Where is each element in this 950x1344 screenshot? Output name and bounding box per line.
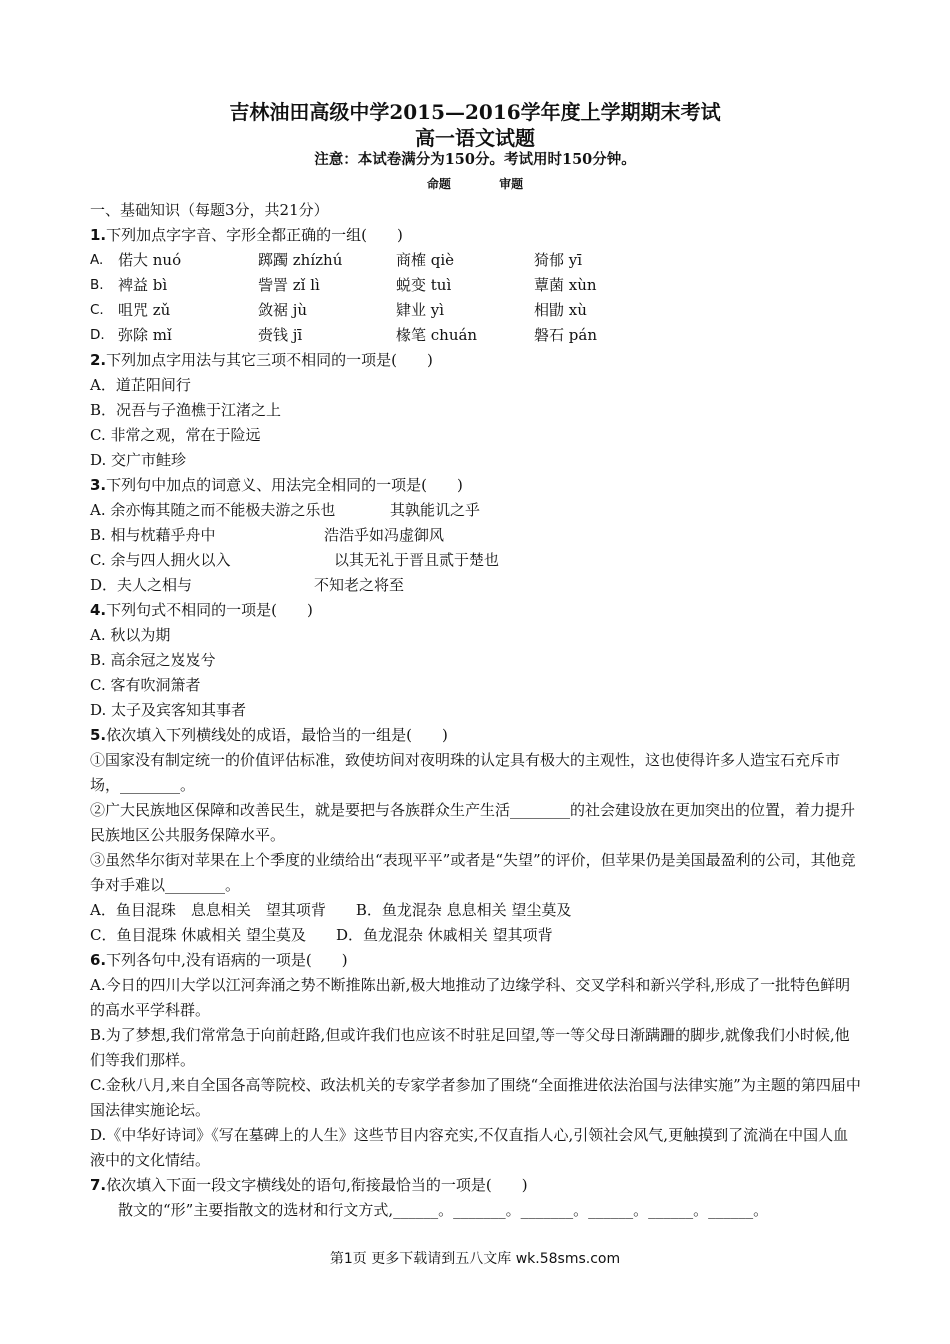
exam-title: 吉林油田高级中学2015—2016学年度上学期期末考试 <box>229 100 721 124</box>
exam-notice: 注意：本试卷满分为150分。考试用时150分钟。 <box>314 151 636 168</box>
question-5-options-ab: A．鱼目混珠 息息相关 望其项背 B．鱼龙混杂 息息相关 望尘莫及 <box>90 901 572 919</box>
exam-subtitle: 高一语文试题 <box>415 126 535 150</box>
question-4-option-a: A. 秋以为期 <box>90 626 171 644</box>
question-7-text: 散文的“形”主要指散文的选材和行文方式,______。_______。_______。______。______。______。 <box>118 1201 769 1219</box>
question-6-option-b: B.为了梦想,我们常常急于向前赶路,但或许我们也应该不时驻足回望,等一等父母日渐蹒跚的脚步,就像我们小时候,他们等我们那样。 <box>90 1026 850 1069</box>
exam-content <box>90 198 862 1223</box>
question-4-stem: 4.下列句式不相同的一项是( ) <box>90 601 313 619</box>
question-5-item-2: ②广大民族地区保障和改善民生，就是要把与各族群众生产生活________的社会建设放在更加突出的位置，着力提升民族地区公共服务保障水平。 <box>90 801 856 844</box>
question-6-option-c: C.金秋八月,来自全国各高等院校、政法机关的专家学者参加了围绕“全面推进依法治国与法律实施”为主题的第四届中国法律实施论坛。 <box>90 1076 861 1119</box>
question-3-option-a: A. 余亦悔其随之而不能极夫游之乐也 其孰能讥之乎 <box>90 501 481 519</box>
question-2-option-c: C. 非常之观，常在于险远 <box>90 426 261 444</box>
question-2-option-d: D. 交广市鲑珍 <box>90 451 187 469</box>
question-3-option-b: B. 相与枕藉乎舟中 浩浩乎如冯虚御风 <box>90 526 445 544</box>
question-6-option-d: D.《中华好诗词》《写在墓碑上的人生》这些节目内容充实,不仅直指人心,引领社会风气,更触摸到了流淌在中国人血液中的文化情结。 <box>90 1126 849 1169</box>
question-5-item-1: ①国家没有制定统一的价值评估标准，致使坊间对夜明珠的认定具有极大的主观性，这也使得许多人造宝石充斥市场，________。 <box>90 751 841 794</box>
setter-label: 命题 <box>426 177 451 191</box>
question-2-option-a: A．道芷阳间行 <box>90 376 191 394</box>
question-1-option-a: A. 偌大 nuó 踯躅 zhízhú 商榷 qiè 猗郁 yī <box>90 251 583 269</box>
question-7-stem: 7.依次填入下面一段文字横线处的语句,衔接最恰当的一项是( ) <box>90 1176 528 1194</box>
question-3-option-c: C. 余与四人拥火以入 以其无礼于晋且贰于楚也 <box>90 551 500 569</box>
question-5-stem: 5.依次填入下列横线处的成语，最恰当的一组是( ) <box>90 726 448 744</box>
question-1-stem: 1.下列加点字字音、字形全都正确的一组( ) <box>90 226 403 244</box>
question-1-option-c: C. 咀咒 zǔ 敛裾 jù 肄业 yì 相勖 xù <box>90 301 587 319</box>
page-footer: 第1页 更多下载请到五八文库 wk.58sms.com <box>329 1251 621 1267</box>
reviewer-label: 审题 <box>499 177 524 191</box>
question-2-option-b: B．况吾与子渔樵于江渚之上 <box>90 401 282 419</box>
question-3-stem: 3.下列句中加点的词意义、用法完全相同的一项是( ) <box>90 476 463 494</box>
section-heading: 一、基础知识（每题3分，共21分） <box>90 201 329 219</box>
question-5-item-3: ③虽然华尔街对苹果在上个季度的业绩给出“表现平平”或者是“失望”的评价，但苹果仍是美国最盈利的公司，其他竞争对手难以________。 <box>90 851 856 894</box>
question-3-option-d: D．夫人之相与 不知老之将至 <box>90 576 405 594</box>
question-2-stem: 2.下列加点字用法与其它三项不相同的一项是( ) <box>90 351 433 369</box>
question-4-option-c: C. 客有吹洞箫者 <box>90 676 201 694</box>
setter-reviewer-line <box>0 175 950 192</box>
question-4-option-d: D. 太子及宾客知其事者 <box>90 701 247 719</box>
question-1-option-b: B. 裨益 bì 訾詈 zǐ lì 蜕变 tuì 蕈菌 xùn <box>90 276 597 294</box>
question-1-option-d: D. 弥除 mǐ 赍钱 jī 椽笔 chuán 磐石 pán <box>90 326 597 344</box>
question-6-stem: 6.下列各句中,没有语病的一项是( ) <box>90 951 348 969</box>
question-6-option-a: A.今日的四川大学以江河奔涌之势不断推陈出新,极大地推动了边缘学科、交叉学科和新兴学科,形成了一批特色鲜明的高水平学科群。 <box>90 976 851 1019</box>
question-5-options-cd: C．鱼目混珠 休戚相关 望尘莫及 D．鱼龙混杂 休戚相关 望其项背 <box>90 926 553 944</box>
question-4-option-b: B. 高余冠之岌岌兮 <box>90 651 216 669</box>
